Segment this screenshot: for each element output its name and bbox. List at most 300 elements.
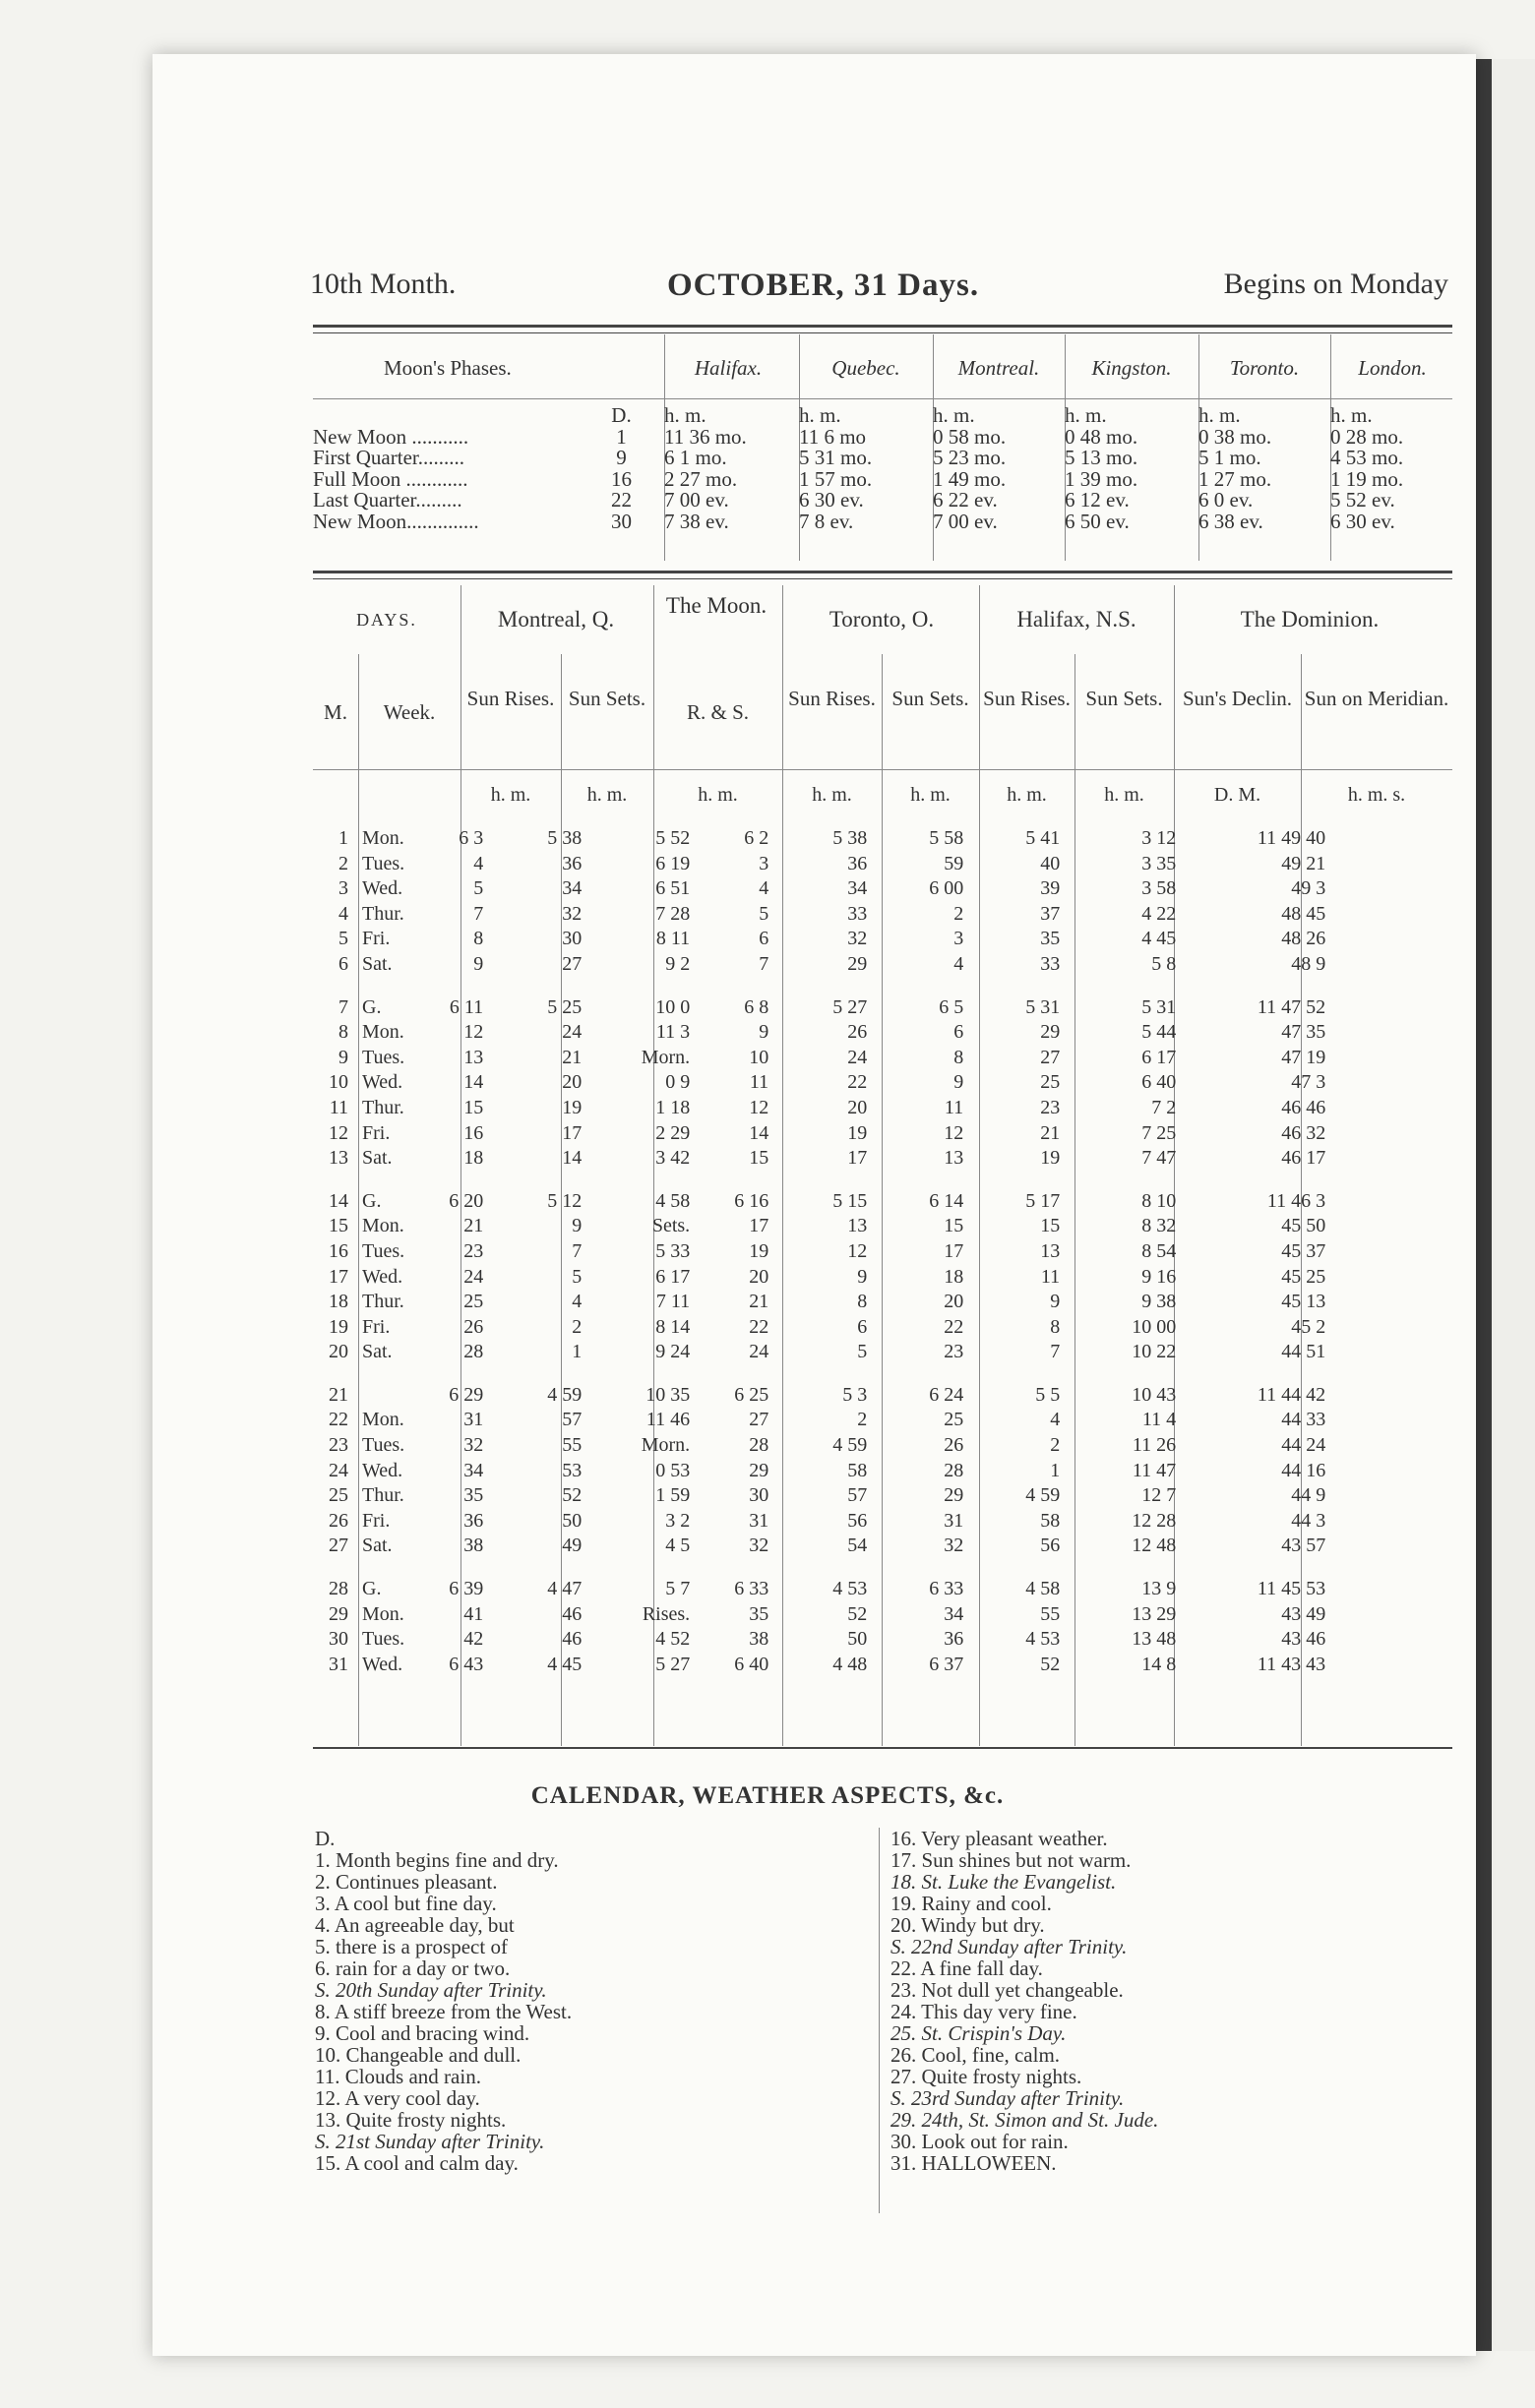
aspect-note: 27. Quite frosty nights. xyxy=(890,2065,1082,2088)
phase-time: 6 0 ev. xyxy=(1198,488,1254,512)
table-cell: 5 25 xyxy=(547,995,583,1018)
table-cell: 7 11 xyxy=(655,1291,691,1313)
table-row xyxy=(317,1383,1325,1409)
table-cell: 6 3 xyxy=(459,827,484,849)
moon-header-rule xyxy=(313,398,1452,399)
phase-time: 6 50 ev. xyxy=(1065,509,1130,533)
table-cell: 30 xyxy=(329,1628,348,1651)
table-cell: 21 xyxy=(463,1215,484,1237)
table-cell: 3 42 xyxy=(655,1147,691,1170)
facing-page-edge xyxy=(1492,59,1535,2351)
table-cell: 54 xyxy=(847,1535,868,1557)
moon-col-quebec: Quebec. xyxy=(831,356,900,380)
table-cell: 4 53 xyxy=(832,1578,868,1600)
group-montreal: Montreal, Q. xyxy=(497,607,615,632)
table-cell: 19 xyxy=(847,1121,868,1144)
table-cell: 44 33 xyxy=(1281,1409,1326,1431)
table-cell: 11 4 xyxy=(1141,1409,1177,1431)
table-cell: 58 xyxy=(847,1459,868,1481)
aspect-note: 13. Quite frosty nights. xyxy=(315,2108,507,2132)
header-rule-thin xyxy=(313,332,1452,333)
phase-time: 5 52 ev. xyxy=(1330,488,1395,512)
table-cell: 5 27 xyxy=(832,995,868,1018)
phase-time: 6 22 ev. xyxy=(933,488,998,512)
phase-time: 11 36 mo. xyxy=(664,424,747,449)
table-cell: 28 xyxy=(463,1341,484,1363)
table-cell: 20 xyxy=(562,1071,583,1094)
table-cell: Thur. xyxy=(362,902,404,925)
begins-label: Begins on Monday xyxy=(1223,268,1448,300)
unit-label: h. m. s. xyxy=(1347,784,1406,806)
table-cell: 6 17 xyxy=(655,1265,691,1288)
table-cell: 56 xyxy=(847,1509,868,1532)
phase-name: Full Moon ............ xyxy=(313,466,468,491)
table-cell: 5 27 xyxy=(655,1653,691,1675)
table-cell: 29 xyxy=(847,952,868,975)
table-cell: 25 xyxy=(1040,1071,1061,1094)
table-cell: 5 38 xyxy=(547,827,583,849)
table-cell: 9 xyxy=(953,1071,964,1094)
table-cell: 22 xyxy=(847,1071,868,1094)
table-cell: 49 xyxy=(562,1535,583,1557)
column-header: R. & S. xyxy=(686,700,750,724)
table-cell: Fri. xyxy=(362,1315,391,1338)
table-cell: 9 38 xyxy=(1141,1291,1177,1313)
table-cell: 7 47 xyxy=(1141,1147,1177,1170)
unit-label: h. m. xyxy=(910,784,951,806)
table-cell: 13 xyxy=(1040,1239,1061,1262)
table-cell: 9 xyxy=(473,952,484,975)
table-cell: Tues. xyxy=(362,1046,405,1068)
aspect-note: 20. Windy but dry. xyxy=(890,1913,1045,1937)
table-cell: 15 xyxy=(1040,1215,1061,1237)
table-cell: 5 xyxy=(759,902,769,925)
table-cell: 5 12 xyxy=(547,1189,583,1212)
table-row xyxy=(317,902,1325,928)
table-cell: 4 47 xyxy=(547,1578,583,1600)
group-dominion: The Dominion. xyxy=(1240,607,1380,632)
table-row xyxy=(317,1265,1325,1291)
table-cell: 8 xyxy=(473,928,484,950)
table-cell: 25 xyxy=(463,1291,484,1313)
table-row xyxy=(317,1433,1325,1459)
phase-time: 7 00 ev. xyxy=(933,509,998,533)
unit-label: h. m. xyxy=(1007,784,1047,806)
table-cell: G. xyxy=(362,1578,382,1600)
table-cell: 15 xyxy=(329,1215,348,1237)
table-cell: 23 xyxy=(463,1239,484,1262)
table-cell: 6 8 xyxy=(744,995,769,1018)
table-row xyxy=(317,1459,1325,1484)
table-cell: 34 xyxy=(847,877,868,900)
table-row xyxy=(317,1627,1325,1653)
table-cell: Sets. xyxy=(651,1215,691,1237)
table-cell: 11 26 xyxy=(1132,1434,1177,1457)
moon-col-toronto: Toronto. xyxy=(1229,356,1300,380)
table-cell: 6 xyxy=(953,1021,964,1044)
phase-time: 6 30 ev. xyxy=(1330,509,1395,533)
table-cell: 47 19 xyxy=(1281,1046,1326,1068)
table-cell: 50 xyxy=(847,1628,868,1651)
table-cell: 21 xyxy=(329,1383,348,1406)
table-cell: 10 43 xyxy=(1132,1383,1177,1406)
table-cell: 6 25 xyxy=(734,1383,769,1406)
table-cell: 5 xyxy=(857,1341,868,1363)
table-cell: 48 9 xyxy=(1291,952,1326,975)
table-cell: Wed. xyxy=(362,1459,403,1481)
table-cell: 4 45 xyxy=(547,1653,583,1675)
table-row xyxy=(317,1653,1325,1678)
table-cell: 1 xyxy=(1050,1459,1061,1481)
table-cell: 1 18 xyxy=(655,1096,691,1118)
table-cell: 43 49 xyxy=(1281,1602,1326,1625)
table-cell: 52 xyxy=(1040,1653,1061,1675)
phase-time: 5 23 mo. xyxy=(933,446,1007,469)
table-cell: 6 00 xyxy=(929,877,964,900)
aspect-note: 31. HALLOWEEN. xyxy=(890,2151,1057,2175)
table-cell xyxy=(348,1383,404,1409)
table-row xyxy=(317,1483,1325,1509)
table-cell: 29 xyxy=(749,1459,769,1481)
table-cell: 4 xyxy=(759,877,769,900)
table-cell: 44 9 xyxy=(1291,1484,1326,1507)
phase-name: New Moon.............. xyxy=(313,509,479,533)
column-header: Sun Sets. xyxy=(568,687,646,710)
table-cell: 36 xyxy=(463,1509,484,1532)
table-cell: 2 xyxy=(953,902,964,925)
aspect-note: 15. A cool and calm day. xyxy=(315,2151,519,2175)
table-cell: 1 59 xyxy=(655,1484,691,1507)
table-row xyxy=(317,1534,1325,1559)
phase-name: Last Quarter......... xyxy=(313,488,462,512)
table-cell: 8 xyxy=(1050,1315,1061,1338)
table-cell: 13 29 xyxy=(1132,1602,1177,1625)
table-cell: 27 xyxy=(749,1409,769,1431)
table-cell: 4 52 xyxy=(655,1628,691,1651)
table-cell: Morn. xyxy=(641,1046,691,1068)
page-title: OCTOBER, 31 Days. xyxy=(667,268,980,303)
moon-phases-table: D. h. m. h. m. h. m. h. m. h. m. h. m. New Moon ........... 1 11 36 mo. 11 6 mo 0 58 mo. 0 48 mo. 0 38 mo. 0 28 mo. First Quarter......... 9 6 1 mo. 5 31 mo. 5 23 mo. 5 13 mo. 5 1 mo. 4 53 mo. Full Moon ............ 16 2 27 mo. 1 57 mo. 1 49 mo. 1 39 mo. 1 27 mo. 1 19 mo. Last Quarter......... 22 7 00 ev. 6 30 ev. 6 22 ev. 6 12 ev. 6 0 ev. 5 52 ev. New Moon.............. 30 7 38 ev. 7 8 ev. 7 00 ev. 6 50 ev. 6 38 ev. 6 30 ev. xyxy=(313,405,1439,532)
table-cell: 11 44 42 xyxy=(1257,1383,1326,1406)
table-cell: 10 35 xyxy=(645,1383,691,1406)
moon-bottom-rule-thin xyxy=(313,578,1452,579)
week-separator xyxy=(317,1172,1325,1189)
table-cell: 9 xyxy=(759,1021,769,1044)
table-cell: 3 12 xyxy=(1141,827,1177,849)
phase-time: 5 1 mo. xyxy=(1198,446,1261,469)
table-cell: 11 xyxy=(329,1096,348,1118)
table-cell: 28 xyxy=(944,1459,964,1481)
table-cell: 17 xyxy=(749,1215,769,1237)
table-cell: 44 24 xyxy=(1281,1434,1326,1457)
table-cell: 8 14 xyxy=(655,1315,691,1338)
table-cell: 46 17 xyxy=(1281,1147,1326,1170)
table-cell: 18 xyxy=(463,1147,484,1170)
table-cell: Sat. xyxy=(362,1341,393,1363)
table-cell: 5 31 xyxy=(1025,995,1061,1018)
table-cell: 35 xyxy=(1040,928,1061,950)
moon-col-montreal: Montreal. xyxy=(957,356,1040,380)
table-cell: 27 xyxy=(329,1535,348,1557)
table-row xyxy=(317,1121,1325,1147)
table-cell: 30 xyxy=(562,928,583,950)
aspect-note: 1. Month begins fine and dry. xyxy=(315,1848,559,1872)
table-cell: 6 xyxy=(759,928,769,950)
table-cell: 29 xyxy=(329,1602,348,1625)
table-cell: 5 44 xyxy=(1141,1021,1177,1044)
table-cell: 0 53 xyxy=(655,1459,691,1481)
table-cell: 34 xyxy=(944,1602,964,1625)
table-cell: 4 58 xyxy=(1025,1578,1061,1600)
table-cell: 49 21 xyxy=(1281,852,1326,874)
table-cell: 46 46 xyxy=(1281,1096,1326,1118)
table-cell: 13 9 xyxy=(1141,1578,1177,1600)
table-cell: 22 xyxy=(944,1315,964,1338)
table-cell: 44 3 xyxy=(1291,1509,1326,1532)
table-cell: 12 xyxy=(463,1021,484,1044)
table-cell: 6 xyxy=(338,952,348,975)
moon-col-kingston: Kingston. xyxy=(1091,356,1172,380)
table-cell: 6 24 xyxy=(929,1383,964,1406)
aspect-note: 22. A fine fall day. xyxy=(890,1956,1043,1980)
unit-label: h. m. xyxy=(812,784,852,806)
table-cell: 2 xyxy=(1050,1434,1061,1457)
aspect-note: 12. A very cool day. xyxy=(315,2086,480,2110)
phase-time: 0 48 mo. xyxy=(1065,424,1138,449)
aspect-note: 24. This day very fine. xyxy=(890,2000,1077,2023)
aspects-right xyxy=(890,1828,1442,2174)
table-cell: 6 20 xyxy=(449,1189,484,1212)
table-cell: 9 xyxy=(1050,1291,1061,1313)
table-cell: 32 xyxy=(847,928,868,950)
table-cell: 4 59 xyxy=(1025,1484,1061,1507)
table-cell: 44 51 xyxy=(1281,1341,1326,1363)
column-header: Sun Sets. xyxy=(1085,687,1163,710)
table-cell: 18 xyxy=(329,1291,348,1313)
table-cell: 14 xyxy=(749,1121,769,1144)
table-row xyxy=(317,852,1325,877)
table-cell: 10 00 xyxy=(1132,1315,1177,1338)
table-cell: 11 46 xyxy=(645,1409,691,1431)
table-cell: 2 xyxy=(338,852,348,874)
table-cell: 16 xyxy=(329,1239,348,1262)
aspects-d-label: D. xyxy=(315,1827,336,1850)
table-cell: 6 29 xyxy=(449,1383,484,1406)
table-cell: 6 17 xyxy=(1141,1046,1177,1068)
phase-time: 1 49 mo. xyxy=(933,466,1007,491)
phase-time: 1 27 mo. xyxy=(1198,466,1272,491)
table-cell: 5 31 xyxy=(1141,995,1177,1018)
table-cell: Thur. xyxy=(362,1096,404,1118)
phase-time: 6 12 ev. xyxy=(1065,488,1130,512)
table-cell: 5 33 xyxy=(655,1239,691,1262)
table-cell: 45 37 xyxy=(1281,1239,1326,1262)
table-cell: 52 xyxy=(562,1484,583,1507)
table-cell: Tues. xyxy=(362,1628,405,1651)
table-cell: 4 53 xyxy=(1025,1628,1061,1651)
table-cell: 44 16 xyxy=(1281,1459,1326,1481)
table-cell: 5 17 xyxy=(1025,1189,1061,1212)
table-cell: 38 xyxy=(463,1535,484,1557)
moon-phase-row xyxy=(313,469,1439,491)
table-cell: 5 15 xyxy=(832,1189,868,1212)
column-header: Sun Rises. xyxy=(983,687,1071,710)
table-cell: 32 xyxy=(944,1535,964,1557)
aspect-note: 3. A cool but fine day. xyxy=(315,1892,497,1915)
table-cell: 36 xyxy=(944,1628,964,1651)
table-cell: 26 xyxy=(463,1315,484,1338)
table-cell: 20 xyxy=(944,1291,964,1313)
table-cell: 39 xyxy=(1040,877,1061,900)
table-cell: 13 xyxy=(944,1147,964,1170)
table-cell: Fri. xyxy=(362,1121,391,1144)
table-cell: 57 xyxy=(562,1409,583,1431)
table-row xyxy=(317,1290,1325,1315)
table-cell: Sat. xyxy=(362,1535,393,1557)
table-cell: 13 xyxy=(329,1147,348,1170)
table-cell: 34 xyxy=(562,877,583,900)
table-cell: 4 45 xyxy=(1141,928,1177,950)
phase-time: 5 13 mo. xyxy=(1065,446,1138,469)
aspect-note: 2. Continues pleasant. xyxy=(315,1870,498,1894)
week-separator xyxy=(317,1559,1325,1577)
table-cell: 4 xyxy=(473,852,484,874)
table-cell: Fri. xyxy=(362,928,391,950)
table-cell: Mon. xyxy=(362,1602,404,1625)
table-cell: 11 46 3 xyxy=(1266,1189,1326,1212)
table-row xyxy=(317,1070,1325,1096)
moon-phase-row xyxy=(313,448,1439,469)
table-cell: 15 xyxy=(749,1147,769,1170)
aspect-note: 5. there is a prospect of xyxy=(315,1935,508,1958)
table-cell: 17 xyxy=(847,1147,868,1170)
table-cell: Wed. xyxy=(362,1071,403,1094)
table-cell: 12 xyxy=(847,1239,868,1262)
table-row xyxy=(317,952,1325,978)
table-cell: Fri. xyxy=(362,1509,391,1532)
table-cell: 4 58 xyxy=(655,1189,691,1212)
table-cell: 12 xyxy=(749,1096,769,1118)
phase-time: 2 27 mo. xyxy=(664,466,738,491)
table-cell: 12 xyxy=(329,1121,348,1144)
phase-time: 0 28 mo. xyxy=(1330,424,1404,449)
phase-name: First Quarter......... xyxy=(313,446,464,469)
table-cell: 3 xyxy=(953,928,964,950)
table-cell: 6 40 xyxy=(1141,1071,1177,1094)
table-cell: 2 xyxy=(857,1409,868,1431)
table-cell: 14 xyxy=(562,1147,583,1170)
table-cell: 43 46 xyxy=(1281,1628,1326,1651)
table-cell: 10 xyxy=(329,1071,348,1094)
table-cell: 12 48 xyxy=(1132,1535,1177,1557)
column-header: Sun Rises. xyxy=(788,687,876,710)
table-cell: 5 xyxy=(572,1265,583,1288)
table-cell: 5 xyxy=(338,928,348,950)
table-cell: 45 2 xyxy=(1291,1315,1326,1338)
table-cell: 11 xyxy=(944,1096,964,1118)
table-cell: 8 11 xyxy=(655,928,691,950)
moon-bottom-rule xyxy=(313,571,1452,573)
phase-day: 9 xyxy=(616,446,627,469)
table-row xyxy=(317,1408,1325,1433)
table-cell: 49 3 xyxy=(1291,877,1326,900)
table-cell: 8 54 xyxy=(1141,1239,1177,1262)
table-row xyxy=(317,1239,1325,1265)
table-cell: 6 51 xyxy=(655,877,691,900)
table-cell: 35 xyxy=(463,1484,484,1507)
table-cell: 7 xyxy=(338,995,348,1018)
aspects-left xyxy=(315,1828,876,2174)
table-cell: G. xyxy=(362,995,382,1018)
table-cell: 24 xyxy=(749,1341,769,1363)
phase-time: 11 6 mo xyxy=(799,424,867,449)
table-cell: 14 xyxy=(329,1189,348,1212)
column-header: Sun Rises. xyxy=(466,687,555,710)
table-cell: 2 xyxy=(572,1315,583,1338)
aspect-note: S. 21st Sunday after Trinity. xyxy=(315,2130,545,2153)
table-cell: 25 xyxy=(944,1409,964,1431)
phase-time: 7 00 ev. xyxy=(664,488,729,512)
table-cell: 30 xyxy=(749,1484,769,1507)
phase-time: 1 57 mo. xyxy=(799,466,873,491)
moon-col-london: London. xyxy=(1358,356,1427,380)
table-row xyxy=(317,927,1325,952)
unit-label: h. m. xyxy=(586,784,628,806)
table-cell: 47 3 xyxy=(1291,1071,1326,1094)
table-cell: 24 xyxy=(463,1265,484,1288)
phase-name: New Moon ........... xyxy=(313,424,469,449)
table-cell: 1 xyxy=(572,1341,583,1363)
table-cell: 48 45 xyxy=(1281,902,1326,925)
table-cell: 35 xyxy=(749,1602,769,1625)
table-cell: 28 xyxy=(749,1434,769,1457)
table-cell: 19 xyxy=(749,1239,769,1262)
phase-time: 6 30 ev. xyxy=(799,488,864,512)
column-header: Week. xyxy=(383,700,436,724)
aspects-divider xyxy=(879,1828,880,2213)
table-cell: 59 xyxy=(944,852,964,874)
phase-time: 5 31 mo. xyxy=(799,446,873,469)
aspect-note: 6. rain for a day or two. xyxy=(315,1956,511,1980)
phase-time: 1 19 mo. xyxy=(1330,466,1404,491)
table-cell: 9 2 xyxy=(665,952,691,975)
table-cell: Mon. xyxy=(362,1409,404,1431)
phase-day: 16 xyxy=(611,466,632,491)
moon-phase-row xyxy=(313,490,1439,512)
table-row xyxy=(317,1577,1325,1602)
moon-phase-row xyxy=(313,427,1439,449)
table-cell: 5 5 xyxy=(1035,1383,1061,1406)
table-row xyxy=(317,826,1325,852)
column-header: Sun Sets. xyxy=(891,687,969,710)
table-cell: 33 xyxy=(1040,952,1061,975)
week-separator xyxy=(317,978,1325,995)
table-cell: Wed. xyxy=(362,1265,403,1288)
table-cell: 17 xyxy=(329,1265,348,1288)
unit-label: h. m. xyxy=(490,784,531,806)
table-cell: 23 xyxy=(944,1341,964,1363)
table-cell: 19 xyxy=(1040,1147,1061,1170)
table-cell: 38 xyxy=(749,1628,769,1651)
table-cell: 22 xyxy=(749,1315,769,1338)
table-cell: 42 xyxy=(463,1628,484,1651)
table-cell: 0 9 xyxy=(665,1071,691,1094)
table-cell: Tues. xyxy=(362,1434,405,1457)
table-cell: Rises. xyxy=(642,1602,691,1625)
table-cell: 5 3 xyxy=(842,1383,868,1406)
table-cell: 4 xyxy=(338,902,348,925)
aspects-title: CALENDAR, WEATHER ASPECTS, &c. xyxy=(530,1782,1005,1809)
